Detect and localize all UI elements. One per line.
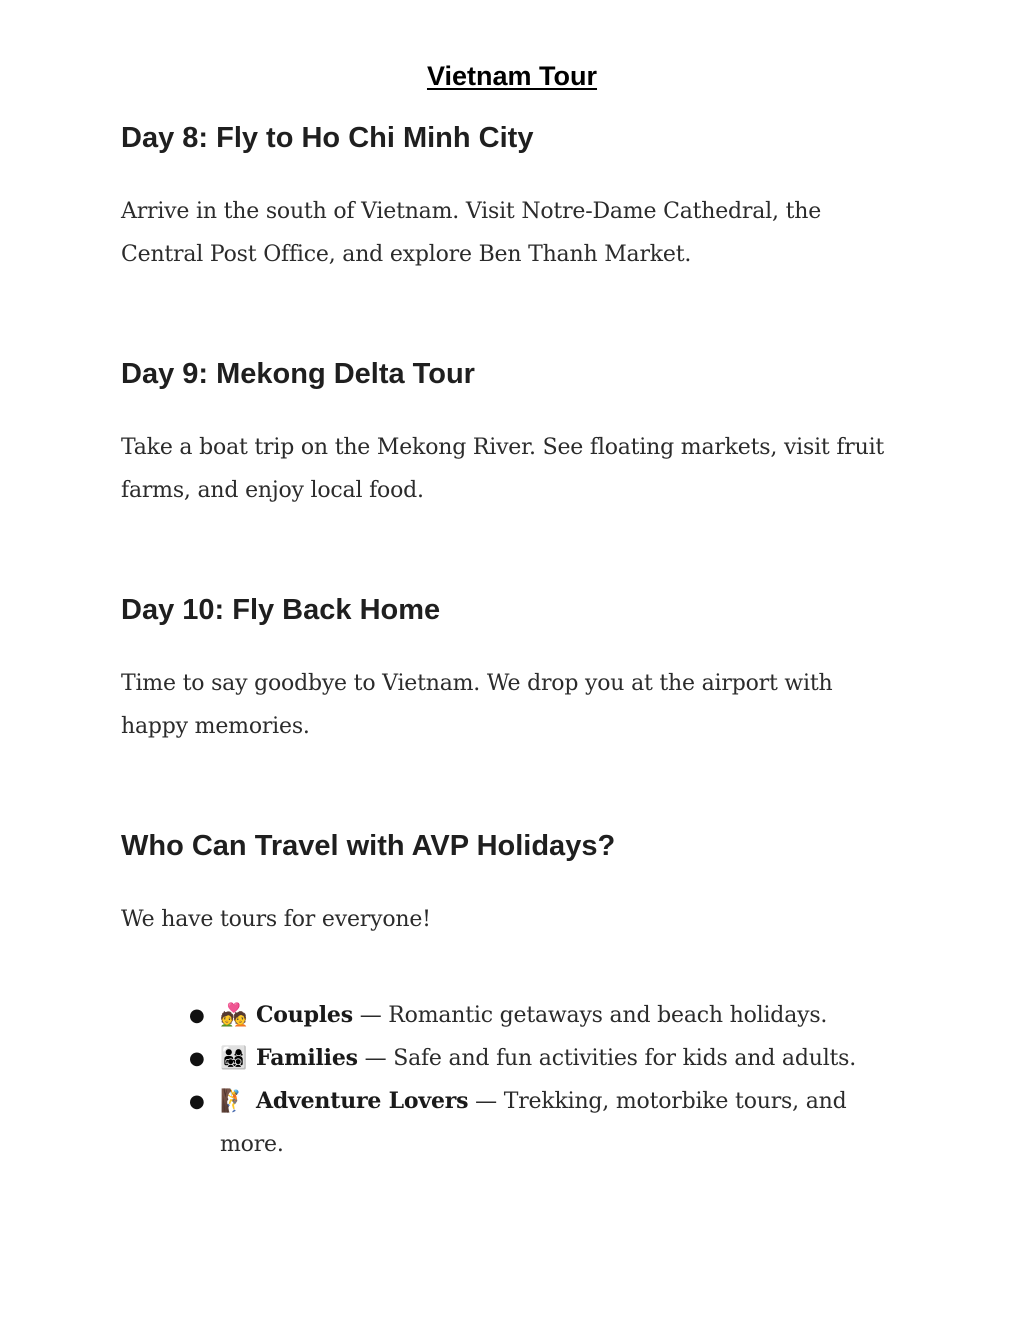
section-heading: Day 8: Fly to Ho Chi Minh City [121,122,534,154]
couple-with-heart-icon: 💑 [220,1003,248,1028]
section-paragraph: Take a boat trip on the Mekong River. See floating markets, visit fruit farms, and enjoy local food. [121,435,885,503]
document-title-text: Vietnam Tour [426,61,598,91]
audience-description: — Trekking, motorbike tours, and more. [220,1089,847,1157]
section-paragraph: Arrive in the south of Vietnam. Visit Notre-Dame Cathedral, the Central Post Office, and explore Ben Thanh Market. [121,199,822,267]
section-day-10 [121,592,901,748]
section-who-can-travel [121,828,901,941]
bullet-icon: ● [189,1048,205,1069]
audience-label: Families [256,1045,358,1071]
bullet-icon: ● [189,1005,205,1026]
audience-label: Couples [256,1002,353,1028]
section-day-8 [121,120,901,276]
section-day-9 [121,356,901,512]
list-item [185,1037,885,1080]
section-paragraph: We have tours for everyone! [121,907,431,932]
audience-list [185,994,885,1166]
audience-description: — Safe and fun activities for kids and adults. [357,1046,857,1071]
list-item [185,1080,885,1166]
audience-description: — Romantic getaways and beach holidays. [352,1003,828,1028]
list-item [185,994,885,1037]
section-paragraph: Time to say goodbye to Vietnam. We drop you at the airport with happy memories. [121,671,833,739]
person-climbing-icon: 🧗 [220,1089,248,1114]
section-heading: Day 9: Mekong Delta Tour [121,358,475,390]
document-title [0,58,1024,94]
bullet-icon: ● [189,1091,205,1112]
section-heading: Who Can Travel with AVP Holidays? [121,830,616,862]
section-heading: Day 10: Fly Back Home [121,594,441,626]
family-icon: 👨‍👩‍👧‍👦 [220,1046,248,1071]
audience-label: Adventure Lovers [256,1088,469,1114]
